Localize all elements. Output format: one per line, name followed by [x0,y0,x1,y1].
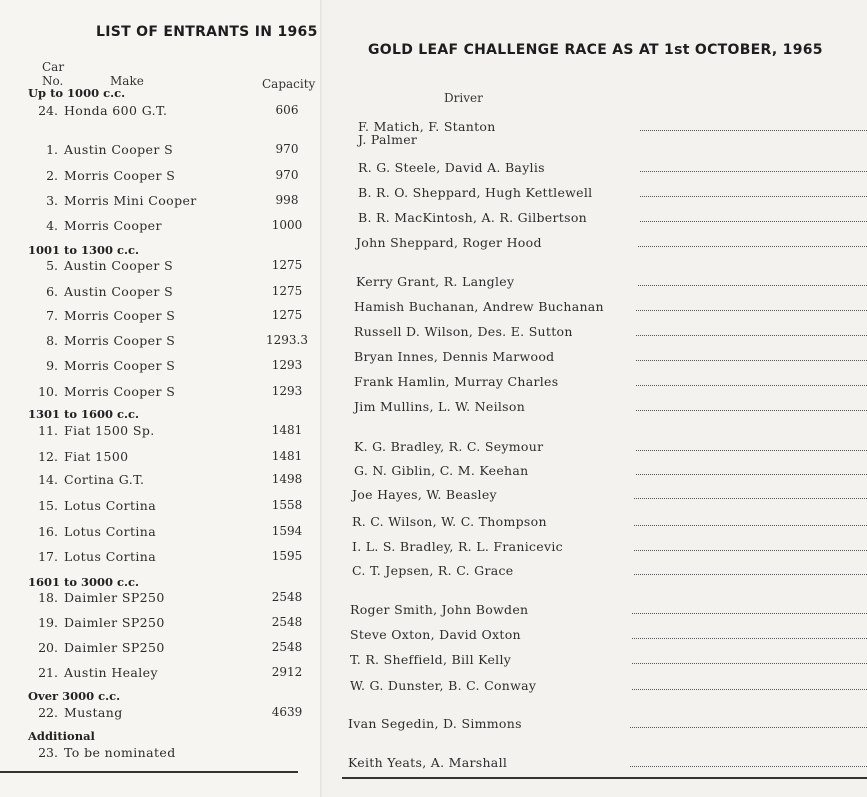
dotted-leader-line [636,410,867,411]
engine-capacity: 1558 [271,498,303,512]
engine-capacity: 1293 [271,384,303,398]
car-number: 3. [46,193,58,208]
driver-names: Russell D. Wilson, Des. E. Sutton [354,324,573,339]
car-make: Morris Cooper S [64,168,176,183]
driver-row [356,235,867,253]
driver-names: K. G. Bradley, R. C. Seymour [354,439,544,454]
car-make: Lotus Cortina [64,524,157,539]
entrant-row [0,333,322,351]
car-make: Honda 600 G.T. [64,103,168,118]
class-heading: Over 3000 c.c. [28,689,121,703]
car-make: Fiat 1500 [64,449,129,464]
entrant-row [0,142,322,160]
driver-names: Keith Yeats, A. Marshall [348,755,508,770]
dotted-leader-line [630,766,867,767]
dotted-leader-line [636,385,867,386]
car-number: 5. [46,258,58,273]
dotted-leader-line [640,221,867,222]
car-make: Morris Cooper S [64,358,176,373]
car-make: Austin Cooper S [64,258,174,273]
car-make: Mustang [64,705,123,720]
driver-row [354,463,867,481]
car-number: 6. [46,284,58,299]
car-number: 23. [38,745,58,760]
car-make: Morris Cooper [64,218,162,233]
entrant-row [0,308,322,326]
car-make: Daimler SP250 [64,615,165,630]
column-header-driver: Driver [444,91,483,105]
column-header-car: Car [42,60,65,74]
driver-row [356,274,867,292]
engine-capacity: 1000 [271,218,303,232]
engine-capacity: 970 [275,142,299,156]
car-number: 8. [46,333,58,348]
engine-capacity: 1293.3 [266,333,308,347]
dotted-leader-line [634,550,867,551]
car-number: 22. [38,705,58,720]
driver-row [352,487,867,505]
car-make: Austin Cooper S [64,284,174,299]
dotted-leader-line [636,310,867,311]
car-number: 7. [46,308,58,323]
driver-names: Ivan Segedin, D. Simmons [348,716,522,731]
car-number: 14. [38,472,58,487]
dotted-leader-line [636,335,867,336]
driver-names-second-line: J. Palmer [358,132,418,147]
car-make: Fiat 1500 Sp. [64,423,155,438]
driver-names: Joe Hayes, W. Beasley [352,487,497,502]
entrant-row [0,549,322,567]
dotted-leader-line [638,246,867,247]
engine-capacity: 2912 [271,665,303,679]
car-number: 9. [46,358,58,373]
class-heading: Additional [28,729,95,743]
entrant-row [0,640,322,658]
left-bottom-rule [0,771,298,773]
car-number: 21. [38,665,58,680]
driver-names: Hamish Buchanan, Andrew Buchanan [354,299,604,314]
dotted-leader-line [632,663,867,664]
driver-names: Bryan Innes, Dennis Marwood [354,349,555,364]
entrant-row [0,193,322,211]
engine-capacity: 1595 [271,549,303,563]
car-number: 10. [38,384,58,399]
entrant-row [0,524,322,542]
entrant-row [0,358,322,376]
engine-capacity: 606 [275,103,299,117]
driver-row [348,716,867,734]
dotted-leader-line [632,613,867,614]
driver-names: C. T. Jepsen, R. C. Grace [352,563,514,578]
car-make: Morris Cooper S [64,333,176,348]
dotted-leader-line [640,196,867,197]
driver-row [354,439,867,457]
race-title: GOLD LEAF CHALLENGE RACE AS AT 1st OCTOBER, 1965 [368,42,823,58]
driver-row [350,652,867,670]
car-number: 4. [46,218,58,233]
driver-names: T. R. Sheffield, Bill Kelly [350,652,512,667]
driver-names: R. G. Steele, David A. Baylis [358,160,545,175]
driver-names: Steve Oxton, David Oxton [350,627,521,642]
dotted-leader-line [640,130,867,131]
driver-row [358,185,867,203]
driver-names: B. R. O. Sheppard, Hugh Kettlewell [358,185,593,200]
driver-row [352,514,867,532]
car-make: Morris Cooper S [64,308,176,323]
driver-names: John Sheppard, Roger Hood [356,235,542,250]
entrant-row [0,615,322,633]
car-number: 12. [38,449,58,464]
dotted-leader-line [636,450,867,451]
car-make: Daimler SP250 [64,640,165,655]
right-page [322,0,867,797]
car-number: 20. [38,640,58,655]
driver-names: B. R. MacKintosh, A. R. Gilbertson [358,210,587,225]
driver-names: Kerry Grant, R. Langley [356,274,515,289]
class-heading: 1001 to 1300 c.c. [28,243,140,257]
car-number: 2. [46,168,58,183]
driver-row [352,563,867,581]
dotted-leader-line [640,171,867,172]
engine-capacity: 998 [275,193,299,207]
dotted-leader-line [630,727,867,728]
engine-capacity: 1481 [271,423,303,437]
driver-names: W. G. Dunster, B. C. Conway [350,678,537,693]
entrant-row [0,423,322,441]
car-number: 15. [38,498,58,513]
car-make: Austin Cooper S [64,142,174,157]
car-make: Austin Healey [64,665,158,680]
driver-names: Jim Mullins, L. W. Neilson [354,399,526,414]
car-number: 11. [38,423,58,438]
driver-row [354,374,867,392]
entrant-row [0,705,322,723]
driver-row [348,755,867,773]
class-heading: 1601 to 3000 c.c. [28,575,140,589]
dotted-leader-line [636,360,867,361]
driver-row [354,349,867,367]
dotted-leader-line [638,285,867,286]
right-bottom-rule [342,777,867,779]
driver-names: G. N. Giblin, C. M. Keehan [354,463,529,478]
driver-row [350,627,867,645]
engine-capacity: 2548 [271,640,303,654]
entrant-row [0,168,322,186]
driver-row [358,119,867,147]
car-make: Cortina G.T. [64,472,145,487]
engine-capacity: 1275 [271,284,303,298]
engine-capacity: 2548 [271,590,303,604]
engine-capacity: 970 [275,168,299,182]
car-make: Daimler SP250 [64,590,165,605]
driver-row [354,324,867,342]
car-make: To be nominated [64,745,176,760]
class-heading: 1301 to 1600 c.c. [28,407,140,421]
car-number: 18. [38,590,58,605]
left-page [0,0,322,797]
car-make: Morris Cooper S [64,384,176,399]
entrant-row [0,218,322,236]
engine-capacity: 2548 [271,615,303,629]
engine-capacity: 1275 [271,258,303,272]
entrant-row [0,449,322,467]
dotted-leader-line [636,474,867,475]
entrant-row [0,103,322,121]
driver-row [350,602,867,620]
engine-capacity: 1275 [271,308,303,322]
car-make: Morris Mini Cooper [64,193,197,208]
driver-row [358,210,867,228]
entrants-title: LIST OF ENTRANTS IN 1965 [96,24,318,40]
dotted-leader-line [632,689,867,690]
engine-capacity: 1594 [271,524,303,538]
driver-row [354,399,867,417]
dotted-leader-line [634,574,867,575]
dotted-leader-line [634,498,867,499]
car-number: 24. [38,103,58,118]
class-heading: Up to 1000 c.c. [28,86,126,100]
column-header-make: Make [110,74,144,88]
driver-row [350,678,867,696]
entrant-row [0,665,322,683]
car-number: 1. [46,142,58,157]
entrant-row [0,384,322,402]
dotted-leader-line [634,525,867,526]
driver-row [358,160,867,178]
car-make: Lotus Cortina [64,549,157,564]
driver-row [354,299,867,317]
car-number: 17. [38,549,58,564]
entrant-row [0,745,322,763]
driver-names: F. Matich, F. Stanton [358,119,496,134]
driver-names: R. C. Wilson, W. C. Thompson [352,514,547,529]
entrant-row [0,258,322,276]
column-header-no: No. [42,74,64,88]
driver-row [352,539,867,557]
column-header-capacity: Capacity [262,77,316,91]
driver-names: Frank Hamlin, Murray Charles [354,374,559,389]
car-make: Lotus Cortina [64,498,157,513]
car-number: 16. [38,524,58,539]
driver-names: I. L. S. Bradley, R. L. Franicevic [352,539,563,554]
entrant-row [0,590,322,608]
engine-capacity: 1498 [271,472,303,486]
entrant-row [0,498,322,516]
entrant-row [0,284,322,302]
driver-names: Roger Smith, John Bowden [350,602,529,617]
engine-capacity: 1481 [271,449,303,463]
dotted-leader-line [632,638,867,639]
engine-capacity: 4639 [271,705,303,719]
engine-capacity: 1293 [271,358,303,372]
car-number: 19. [38,615,58,630]
entrant-row [0,472,322,490]
